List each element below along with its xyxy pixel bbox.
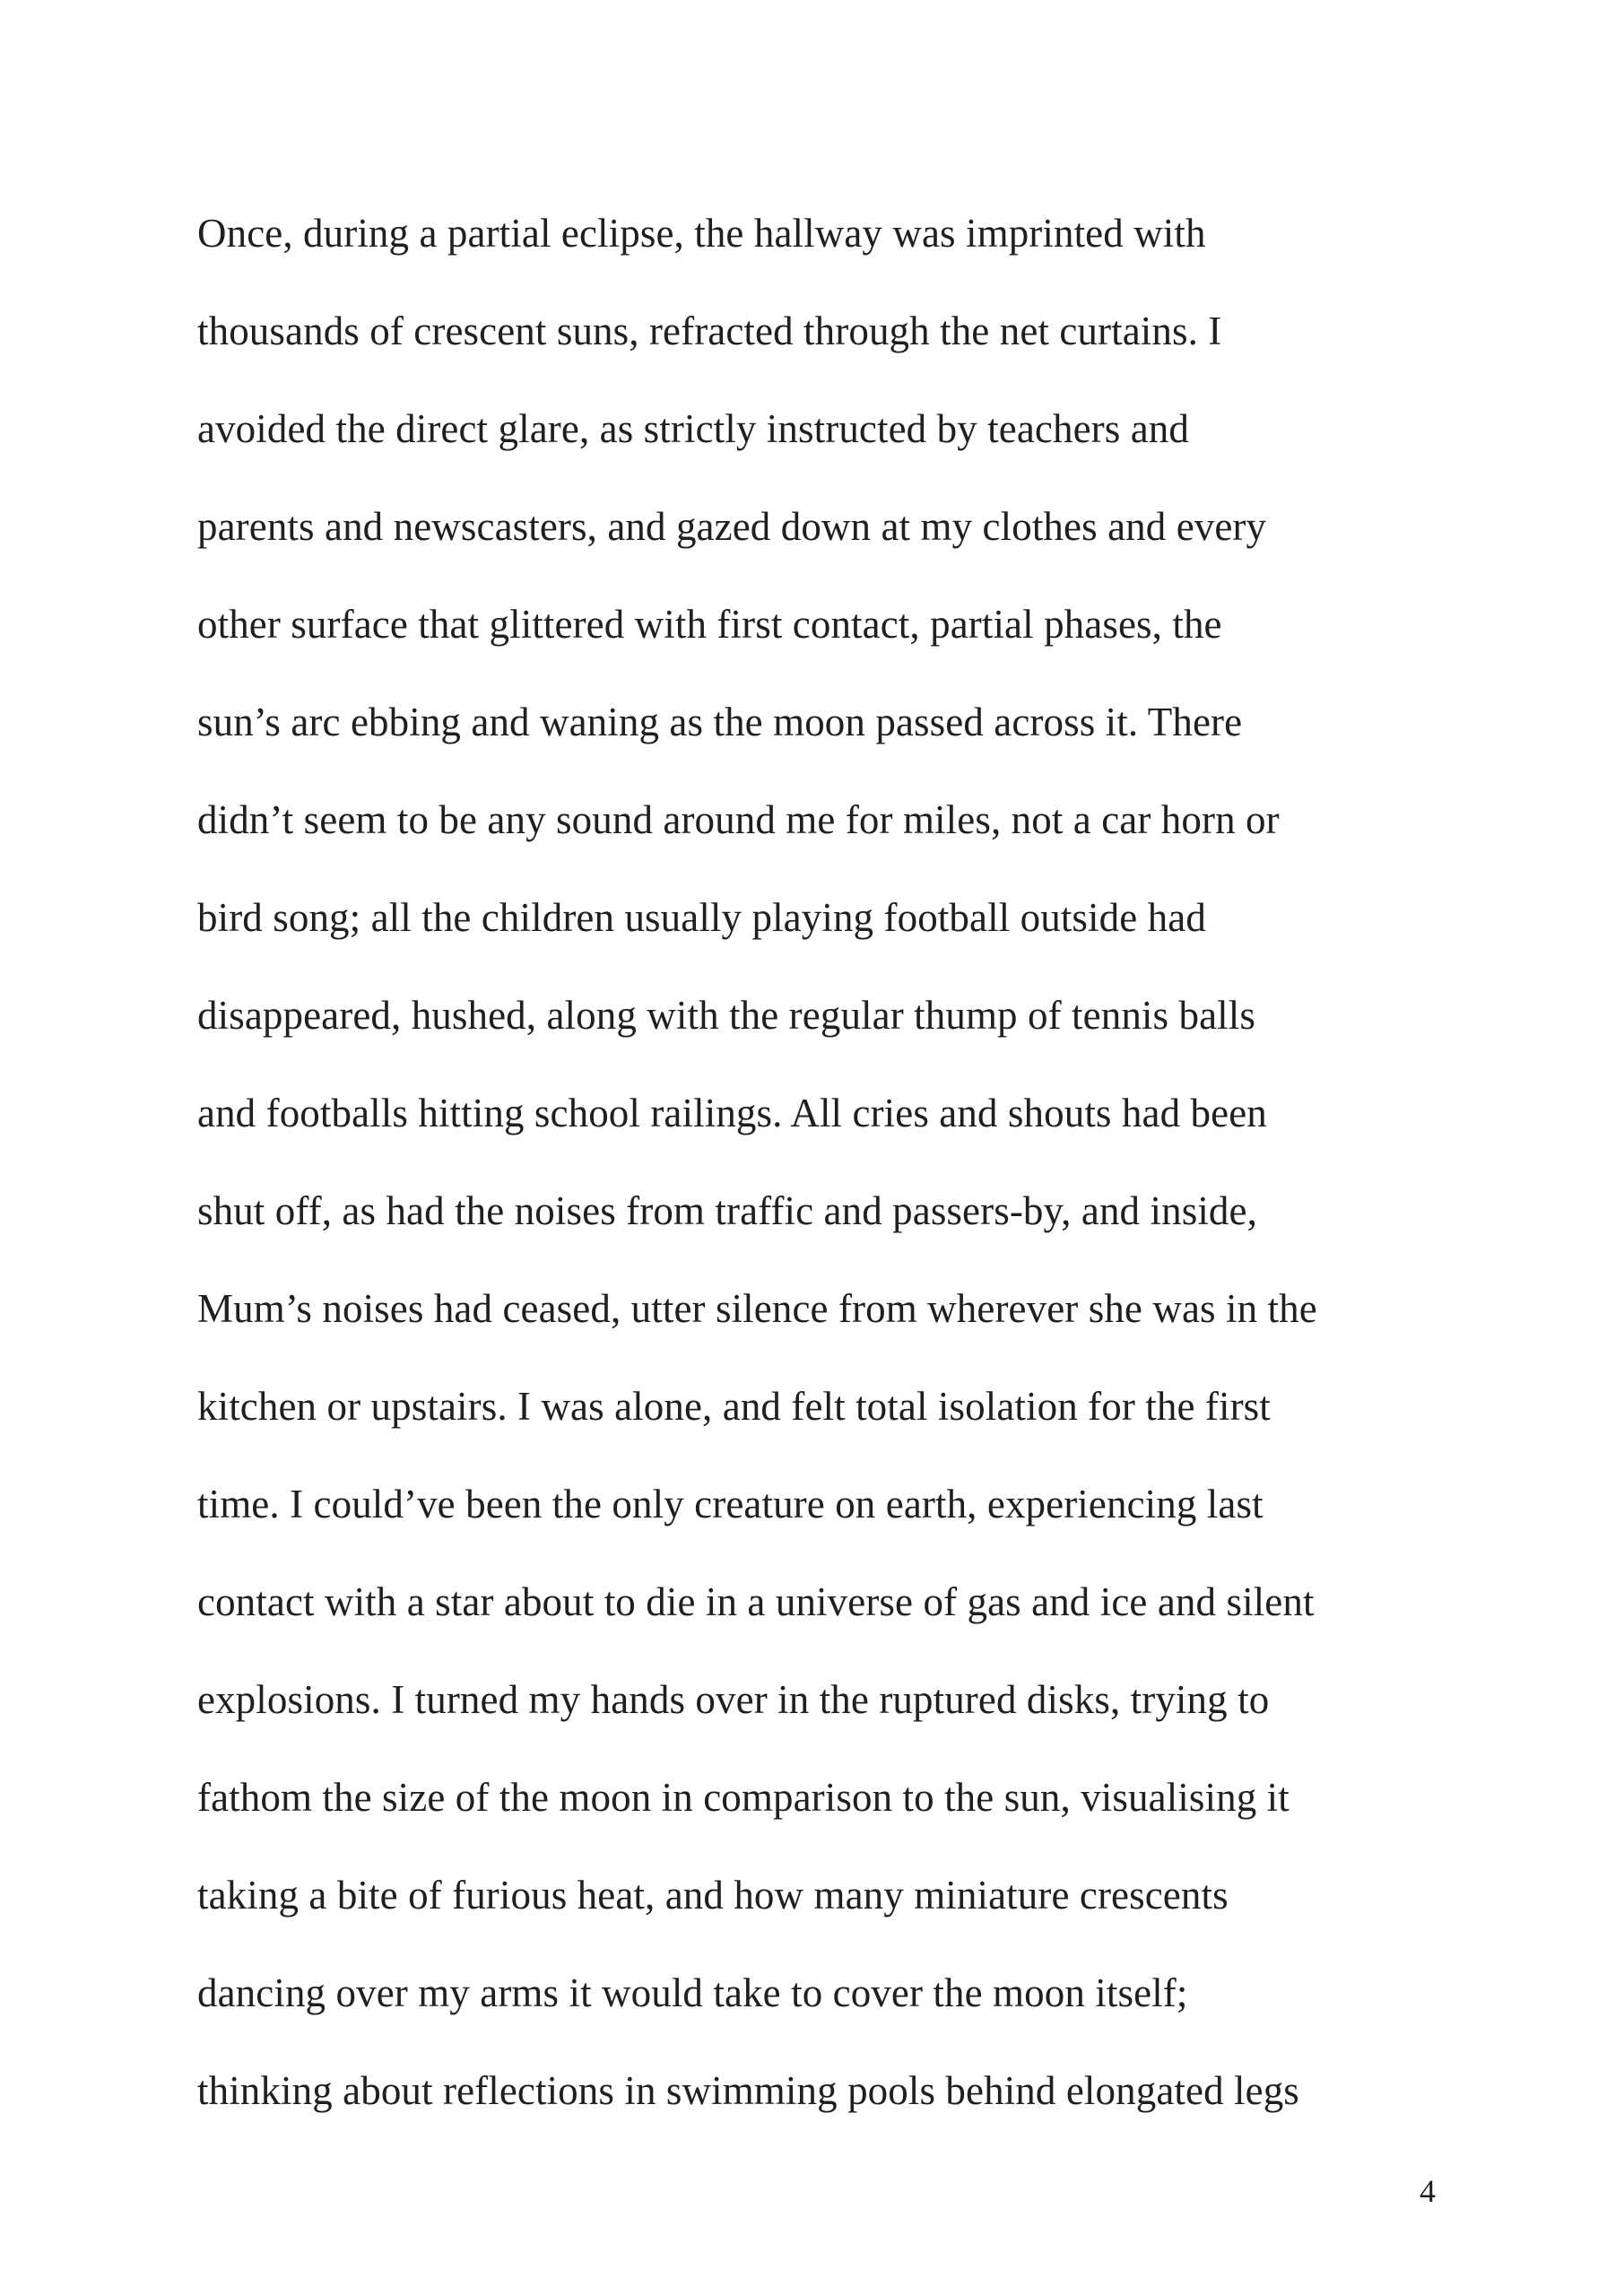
text-line: other surface that glittered with first contact, partial phases, the [197,602,1222,647]
text-line: taking a bite of furious heat, and how many miniature crescents [197,1873,1229,1918]
text-line: contact with a star about to die in a universe of gas and ice and silent [197,1579,1315,1624]
text-line: didn’t seem to be any sound around me for miles, not a car horn or [197,797,1280,842]
text-line: bird song; all the children usually playing football outside had [197,895,1206,940]
text-line: sun’s arc ebbing and waning as the moon passed across it. There [197,700,1243,744]
body-text [197,185,1471,2140]
page-number: 4 [1420,2173,1436,2209]
text-line: parents and newscasters, and gazed down at my clothes and every [197,504,1267,549]
text-line: and footballs hitting school railings. All cries and shouts had been [197,1091,1267,1135]
text-line: kitchen or upstairs. I was alone, and felt total isolation for the first [197,1384,1271,1429]
text-line: fathom the size of the moon in comparison to the sun, visualising it [197,1775,1290,1820]
text-line: time. I could’ve been the only creature on earth, experiencing last [197,1482,1264,1526]
text-line: explosions. I turned my hands over in the ruptured disks, trying to [197,1677,1270,1722]
text-line: disappeared, hushed, along with the regular thump of tennis balls [197,993,1255,1038]
text-line: avoided the direct glare, as strictly instructed by teachers and [197,406,1189,451]
text-line: thinking about reflections in swimming pools behind elongated legs [197,2068,1299,2113]
text-line: thousands of crescent suns, refracted through the net curtains. I [197,309,1222,353]
text-line: shut off, as had the noises from traffic and passers-by, and inside, [197,1188,1257,1233]
text-line: Once, during a partial eclipse, the hallway was imprinted with [197,211,1206,256]
text-line: Mum’s noises had ceased, utter silence from wherever she was in the [197,1286,1317,1331]
text-line: dancing over my arms it would take to cover the moon itself; [197,1970,1188,2015]
